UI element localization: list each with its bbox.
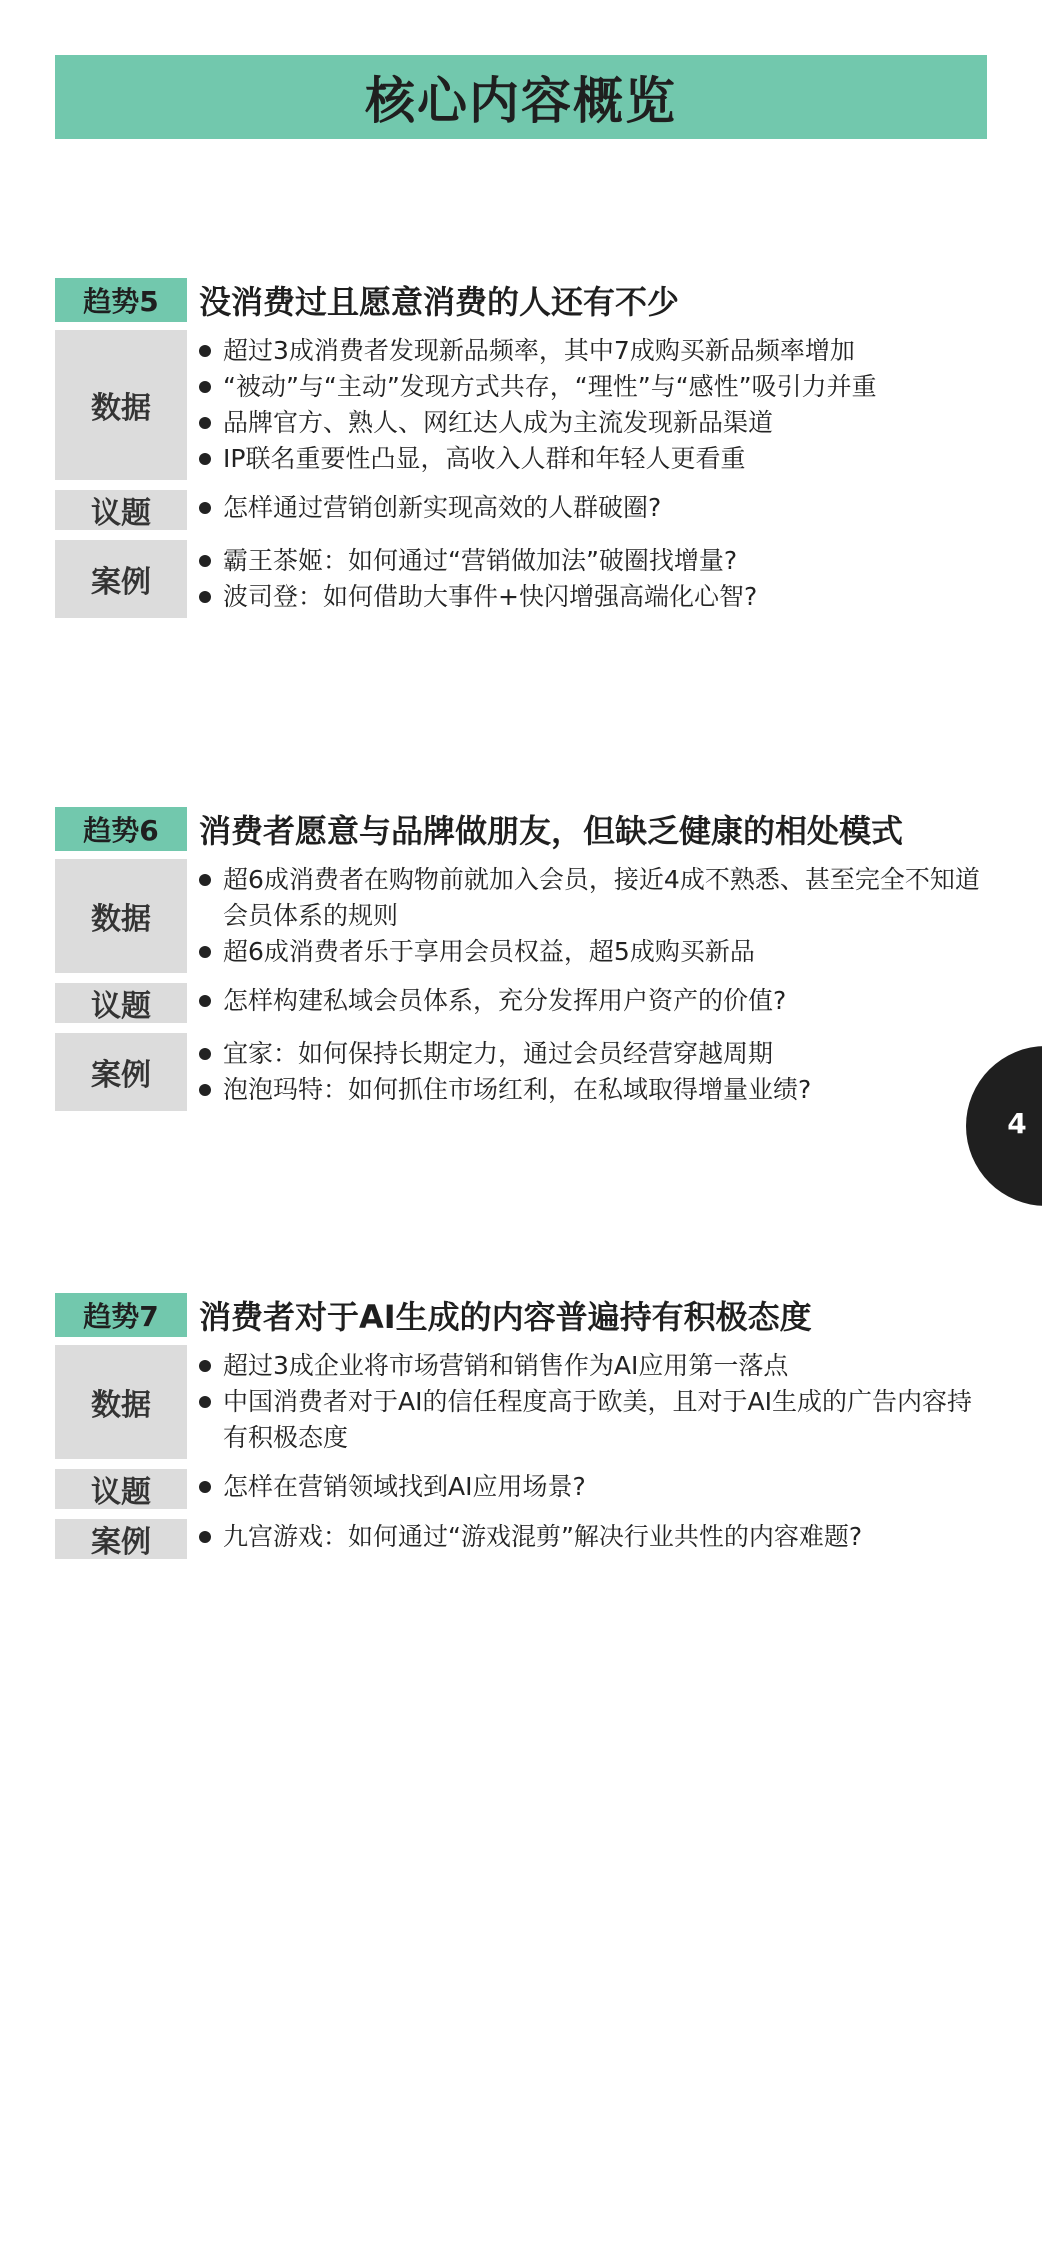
bullet-item: 怎样构建私域会员体系，充分发挥用户资产的价值?	[197, 983, 995, 1019]
trend-section-7	[55, 1293, 995, 1569]
data-row	[55, 330, 995, 480]
bullet-item: 怎样通过营销创新实现高效的人群破圈?	[197, 490, 995, 526]
bullet-item: 超过3成消费者发现新品频率，其中7成购买新品频率增加	[197, 333, 995, 369]
trend-section-6	[55, 807, 995, 1121]
topic-row	[55, 490, 995, 530]
bullet-item: 品牌官方、熟人、网红达人成为主流发现新品渠道	[197, 405, 995, 441]
data-list	[187, 330, 995, 480]
data-list	[187, 859, 995, 973]
trend-section-5	[55, 278, 995, 628]
trend-tag: 趋势7	[55, 1293, 187, 1337]
trend-tag: 趋势5	[55, 278, 187, 322]
trend-title: 消费者愿意与品牌做朋友，但缺乏健康的相处模式	[199, 812, 904, 850]
trend-title: 没消费过且愿意消费的人还有不少	[199, 283, 680, 321]
page-number: 4	[1007, 1107, 1027, 1140]
topic-list	[187, 490, 995, 530]
case-label: 案例	[55, 1033, 187, 1111]
bullet-item: 中国消费者对于AI的信任程度高于欧美，且对于AI生成的广告内容持有积极态度	[197, 1384, 995, 1456]
topic-label: 议题	[55, 983, 187, 1023]
topic-label: 议题	[55, 490, 187, 530]
case-row	[55, 1033, 995, 1111]
case-label: 案例	[55, 540, 187, 618]
bullet-item: 九宫游戏：如何通过“游戏混剪”解决行业共性的内容难题?	[197, 1519, 995, 1555]
data-label: 数据	[55, 859, 187, 973]
topic-row	[55, 983, 995, 1023]
case-row	[55, 540, 995, 618]
case-list	[187, 1033, 995, 1111]
bullet-item: 泡泡玛特：如何抓住市场红利，在私域取得增量业绩?	[197, 1072, 995, 1108]
bullet-item: 波司登：如何借助大事件+快闪增强高端化心智?	[197, 579, 995, 615]
topic-list	[187, 1469, 995, 1509]
page-banner	[55, 55, 987, 139]
trend-header	[55, 807, 995, 851]
bullet-item: 超过3成企业将市场营销和销售作为AI应用第一落点	[197, 1348, 995, 1384]
trend-header	[55, 1293, 995, 1337]
case-list	[187, 1519, 995, 1559]
bullet-item: 超6成消费者在购物前就加入会员，接近4成不熟悉、甚至完全不知道会员体系的规则	[197, 862, 995, 934]
bullet-item: “被动”与“主动”发现方式共存，“理性”与“感性”吸引力并重	[197, 369, 995, 405]
bullet-item: 怎样在营销领域找到AI应用场景?	[197, 1469, 995, 1505]
bullet-item: 超6成消费者乐于享用会员权益，超5成购买新品	[197, 934, 995, 970]
bullet-item: 宜家：如何保持长期定力，通过会员经营穿越周期	[197, 1036, 995, 1072]
page-title: 核心内容概览	[365, 72, 677, 130]
trend-header	[55, 278, 995, 322]
bullet-item: 霸王茶姬：如何通过“营销做加法”破圈找增量?	[197, 543, 995, 579]
case-label: 案例	[55, 1519, 187, 1559]
data-label: 数据	[55, 330, 187, 480]
topic-row	[55, 1469, 995, 1509]
trend-title: 消费者对于AI生成的内容普遍持有积极态度	[199, 1298, 812, 1336]
data-list	[187, 1345, 995, 1459]
bullet-item: IP联名重要性凸显，高收入人群和年轻人更看重	[197, 441, 995, 477]
case-row	[55, 1519, 995, 1559]
data-row	[55, 859, 995, 973]
trend-tag: 趋势6	[55, 807, 187, 851]
case-list	[187, 540, 995, 618]
data-label: 数据	[55, 1345, 187, 1459]
data-row	[55, 1345, 995, 1459]
topic-list	[187, 983, 995, 1023]
topic-label: 议题	[55, 1469, 187, 1509]
